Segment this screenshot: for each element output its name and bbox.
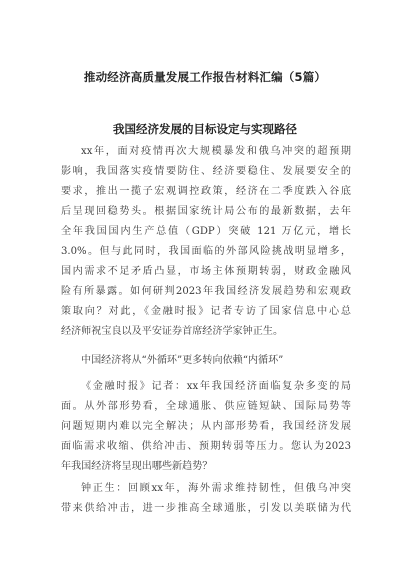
paragraph-subheading [61, 351, 351, 371]
text-line: 后呈现回稳势头。根据国家统计局公布的最新数据，去年 [61, 206, 351, 217]
text-line: 中国经济将从“外循环”更多转向依赖“内循环” [81, 355, 284, 366]
text-line: xx年，面对疫情再次大规模暴发和俄乌冲突的超预期 [81, 146, 351, 157]
text-line: 国内需求不足矛盾凸显，市场主体预期转弱，财政金融风 [61, 266, 351, 277]
text-line: 影响，我国落实疫情要防住、经济要稳住、发展要安全的 [61, 166, 351, 177]
text-line: 问题短期内难以完全解决；从内部形势看，我国经济发展 [61, 421, 351, 432]
section-heading: 我国经济发展的目标设定与实现路径 [113, 122, 297, 136]
text-line: 面临需求收缩、供给冲击、预期转弱等压力。您认为2023 [61, 441, 351, 452]
text-line: 面。从外部形势看，全球通胀、供应链短缺、国际局势等 [61, 401, 351, 412]
text-line: 3.0%。但与此同时，我国面临的外部风险挑战明显增多， [61, 246, 351, 257]
text-line: 策取向？对此，《金融时报》记者专访了国家信息中心总 [61, 306, 351, 317]
paragraph-intro [61, 142, 351, 342]
text-line: 《金融时报》记者：xx年我国经济面临复杂多变的局 [81, 381, 351, 392]
text-line: 带来供给冲击，进一步推高全球通胀，引发以美联储为代 [61, 503, 351, 514]
document-title: 推动经济高质量发展工作报告材料汇编（5篇） [83, 70, 327, 84]
text-line: 钟正生：回顾xx年，海外需求维持韧性，但俄乌冲突 [81, 483, 351, 494]
text-line: 要求，推出一揽子宏观调控政策，经济在二季度跌入谷底 [61, 186, 351, 197]
paragraph-answer [61, 479, 351, 519]
text-line: 年我国经济将呈现出哪些新趋势？ [61, 461, 213, 472]
text-line: 险有所暴露。如何研判2023年我国经济发展趋势和宏观政 [61, 286, 351, 297]
paragraph-question [61, 377, 351, 477]
text-line: 经济师祝宝良以及平安证券首席经济学家钟正生。 [61, 326, 284, 337]
text-line: 全年我国国内生产总值（GDP）突破 121 万亿元，增长 [61, 226, 351, 237]
